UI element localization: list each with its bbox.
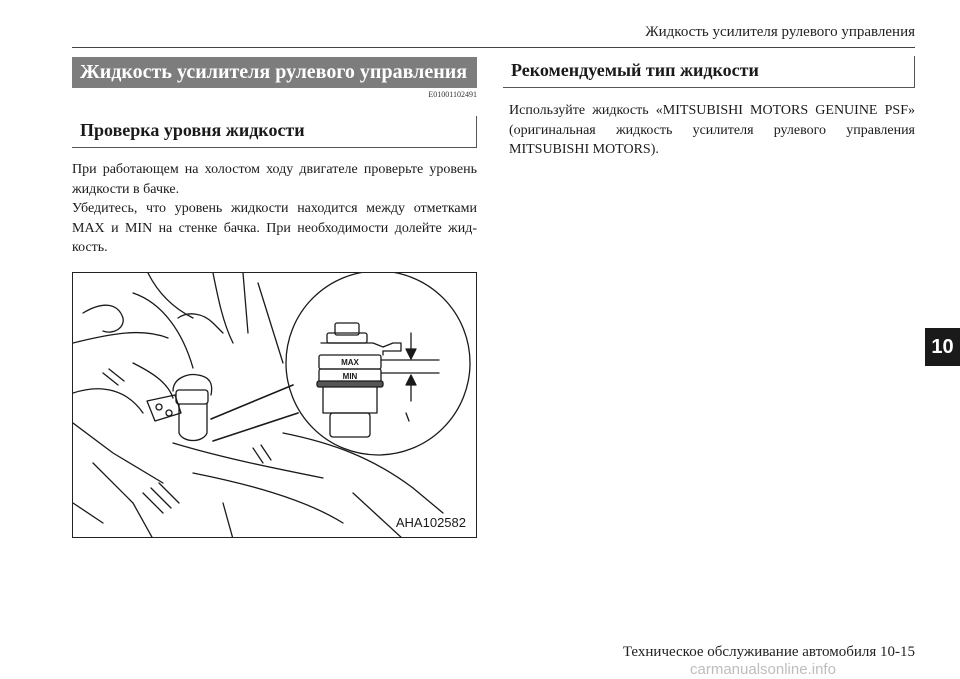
check-level-heading: Проверка уровня жидкости <box>72 116 477 148</box>
reservoir-illustration <box>73 273 477 538</box>
check-level-paragraph-1: При работающем на холостом ходу двигателе проверьте уровень жидкости в бачке. <box>72 162 477 197</box>
section-title: Жидкость усилителя рулевого управления <box>72 57 477 88</box>
watermark: carmanualsonline.info <box>690 661 836 678</box>
section-code: E01001102491 <box>428 90 477 99</box>
chapter-tab[interactable]: 10 <box>925 328 960 366</box>
recommended-fluid-heading: Рекомендуемый тип жидкости <box>503 56 915 88</box>
top-rule <box>72 47 915 48</box>
running-head: Жидкость усилителя рулевого управления <box>645 24 915 40</box>
reservoir-figure <box>72 272 477 538</box>
min-mark-label: MIN <box>342 372 358 381</box>
check-level-paragraph-2: Убедитесь, что уровень жидкости находится между отметками MAX и MIN на стенке бачка. При необходимости долейте жид-кость. <box>72 201 477 255</box>
recommended-fluid-paragraph: Используйте жидкость «MITSUBISHI MOTORS GENUINE PSF» (оригинальная жидкость усилителя рулевого управления MITSUBISHI MOTORS). <box>509 103 915 157</box>
figure-label: AHA102582 <box>395 515 466 530</box>
max-mark-label: MAX <box>341 358 359 367</box>
page-footer: Техническое обслуживание автомобиля 10-15 <box>622 644 915 660</box>
